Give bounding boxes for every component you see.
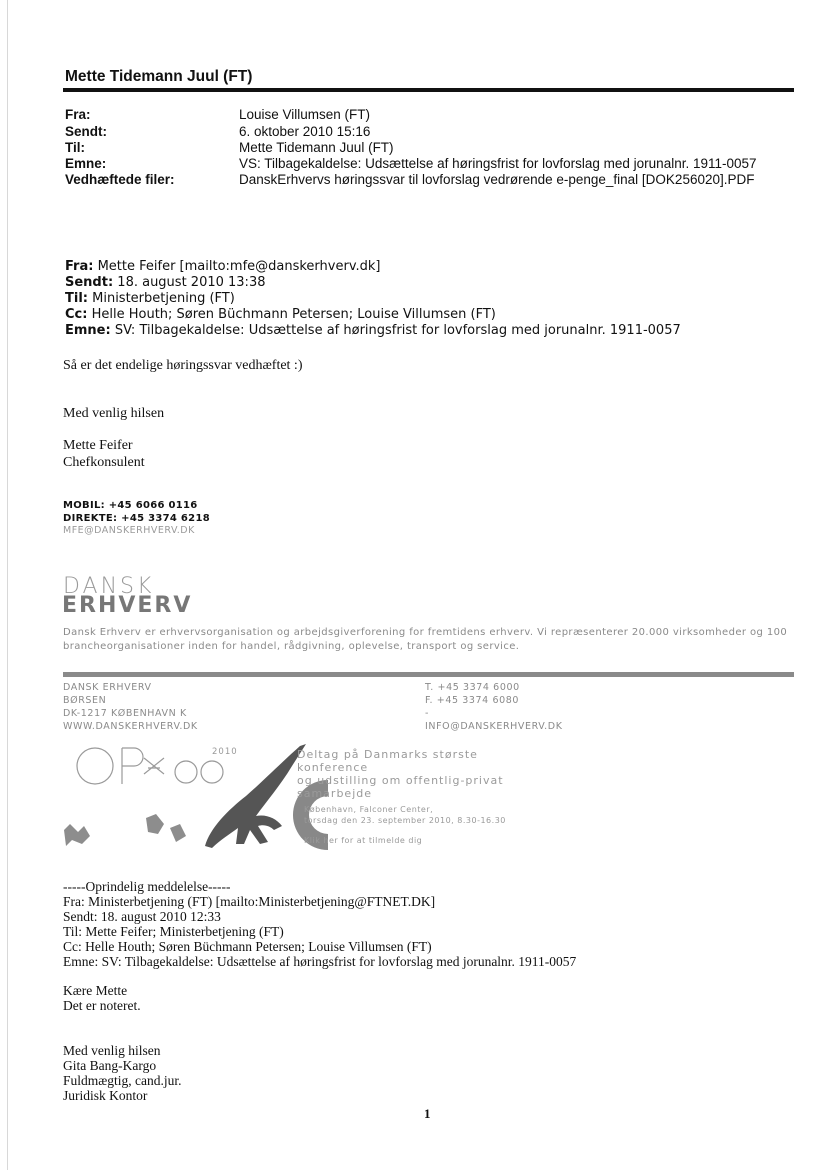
header-label: Sendt: xyxy=(65,124,107,139)
header-value: Mette Tidemann Juul (FT) xyxy=(239,140,394,155)
opexpo-signup-link[interactable]: Klik her for at tilmelde dig xyxy=(304,836,423,845)
fw-body-text: Så er det endelige høringssvar vedhæftet :) xyxy=(63,358,303,373)
original-name: Gita Bang-Kargo xyxy=(63,1058,157,1073)
fw-from xyxy=(65,258,381,275)
header-label: Til: xyxy=(65,140,85,155)
dansk-erhverv-logo-line1: DANSK xyxy=(63,574,155,599)
fw-value: Ministerbetjening (FT) xyxy=(92,291,235,306)
fw-value[interactable]: Mette Feifer [mailto:mfe@danskerhverv.dk] xyxy=(97,259,381,274)
header-label: Emne: xyxy=(65,156,107,171)
fw-value: 18. august 2010 13:38 xyxy=(117,275,266,290)
fw-value: Helle Houth; Søren Büchmann Petersen; Louise Villumsen (FT) xyxy=(91,307,496,322)
signature-direct: DIREKTE: +45 3374 6218 xyxy=(63,513,210,524)
description-line: Dansk Erhverv er erhvervsorganisation og arbejdsgiverforening for fremtidens erhverv. Vi repræsenterer 20.000 virksomheder og 100 xyxy=(63,627,788,638)
fw-to xyxy=(65,290,235,307)
original-greeting: Med venlig hilsen xyxy=(63,1043,161,1058)
original-to: Til: Mette Feifer; Ministerbetjening (FT) xyxy=(63,924,284,939)
fw-greeting: Med venlig hilsen xyxy=(63,406,165,421)
fw-sender-name: Mette Feifer xyxy=(63,438,133,453)
mailbox-owner-title: Mette Tidemann Juul (FT) xyxy=(65,68,253,85)
address-line: BØRSEN xyxy=(63,695,107,706)
fw-subject xyxy=(65,322,681,339)
header-value: VS: Tilbagekaldelse: Udsættelse af høringsfrist for lovforslag med jorunalnr. 1911-0057 xyxy=(239,156,757,171)
fw-value: SV: Tilbagekaldelse: Udsættelse af høringsfrist for lovforslag med jorunalnr. 1911-0057 xyxy=(114,323,681,338)
fw-label: Emne: xyxy=(65,323,111,338)
dansk-erhverv-logo-line2: ERHVERV xyxy=(62,593,193,618)
original-title: Fuldmægtig, cand.jur. xyxy=(63,1073,182,1088)
details-line: København, Falconer Center, xyxy=(304,805,434,814)
fw-sent xyxy=(65,274,265,291)
opexpo-headline xyxy=(297,748,520,800)
organisation-description xyxy=(63,626,793,654)
scan-edge-line xyxy=(7,0,8,1170)
header-label: Vedhæftede filer: xyxy=(65,172,175,187)
header-label: Fra: xyxy=(65,107,91,122)
description-line: brancheorganisationer inden for handel, rådgivning, oplevelse, transport og service. xyxy=(63,641,520,652)
opexpo-banner[interactable] xyxy=(60,740,520,852)
original-sent: Sendt: 18. august 2010 12:33 xyxy=(63,909,221,924)
contact-block xyxy=(425,681,563,733)
spacer-line: - xyxy=(425,708,430,719)
original-message xyxy=(63,879,576,969)
headline-line: Deltag på Danmarks største konference xyxy=(297,748,478,774)
attachment-link[interactable]: DanskErhvervs høringssvar til lovforslag vedrørende e-penge_final [DOK256020].PDF xyxy=(239,172,755,187)
original-body: Det er noteret. xyxy=(63,998,141,1013)
phone-line: T. +45 3374 6000 xyxy=(425,682,520,693)
address-line: DANSK ERHVERV xyxy=(63,682,152,693)
fw-label: Sendt: xyxy=(65,275,114,290)
original-from: Fra: Ministerbetjening (FT) [mailto:Ministerbetjening@FTNET.DK] xyxy=(63,894,436,909)
opexpo-logo-mark xyxy=(77,748,223,784)
fw-sender-role: Chefkonsulent xyxy=(63,455,145,470)
original-salutation: Kære Mette xyxy=(63,983,128,998)
fax-line: F. +45 3374 6080 xyxy=(425,695,520,706)
address-line: DK-1217 KØBENHAVN K xyxy=(63,708,187,719)
opexpo-year: 2010 xyxy=(212,747,238,757)
header-value: 6. oktober 2010 15:16 xyxy=(239,124,371,139)
fw-label: Cc: xyxy=(65,307,88,322)
headline-line: og udstilling om offentlig-privat xyxy=(297,774,504,787)
headline-line: samarbejde xyxy=(297,787,373,800)
original-subject: Emne: SV: Tilbagekaldelse: Udsættelse af høringsfrist for lovforslag med jorunalnr. 1911-0057 xyxy=(63,954,577,969)
signature-divider xyxy=(63,672,794,677)
header-divider xyxy=(63,88,794,92)
original-cc: Cc: Helle Houth; Søren Büchmann Petersen; Louise Villumsen (FT) xyxy=(63,939,432,954)
fw-label: Til: xyxy=(65,291,88,306)
original-office: Juridisk Kontor xyxy=(63,1088,148,1103)
hand-graphic xyxy=(205,744,306,848)
opexpo-details xyxy=(304,804,506,826)
details-line: torsdag den 23. september 2010, 8.30-16.30 xyxy=(304,816,506,825)
puzzle-graphic xyxy=(64,814,186,846)
fw-label: Fra: xyxy=(65,259,94,274)
original-signoff xyxy=(63,1043,182,1103)
info-email-link[interactable]: INFO@DANSKERHVERV.DK xyxy=(425,721,563,732)
website-link[interactable]: WWW.DANSKERHVERV.DK xyxy=(63,721,198,732)
signature-mobile: MOBIL: +45 6066 0116 xyxy=(63,500,198,511)
signature-email[interactable]: MFE@DANSKERHVERV.DK xyxy=(63,525,195,536)
fw-cc xyxy=(65,306,496,323)
header-value: Louise Villumsen (FT) xyxy=(239,107,371,122)
page-number: 1 xyxy=(424,1106,431,1121)
original-separator: -----Oprindelig meddelelse----- xyxy=(63,879,231,894)
address-block xyxy=(63,681,198,733)
